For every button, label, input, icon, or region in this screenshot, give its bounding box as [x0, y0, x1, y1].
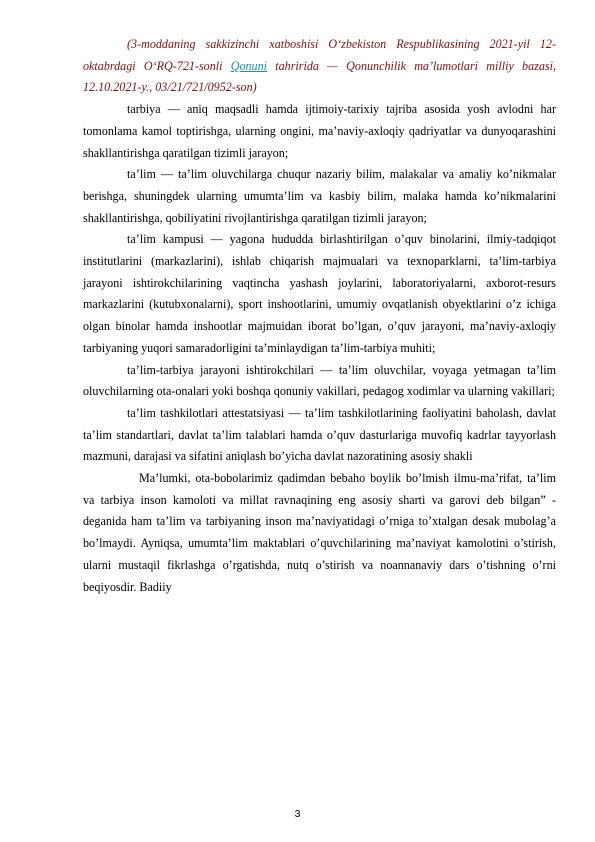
amendment-note-text: (3-moddaning sakkizinchi xatboshisi O‘zbekiston Respublikasining 2021-yil 12-oktabrdagi O‘RQ-721-sonli: [83, 37, 556, 73]
definition-tarbiya: tarbiya — aniq maqsadli hamda ijtimoiy-tarixiy tajriba asosida yosh avlodni har tomonlama kamol toptirishga, ularning ongini, ma’naviy-axloqiy qadriyatlar va dunyoqarashini shakllantirishga qaratilgan tizimli jarayon;: [83, 102, 556, 160]
amendment-note-source: tahririda — Qonunchilik ma’lumotlari milliy bazasi, 12.10.2021-y., 03/21/721/0952-son): [83, 58, 556, 95]
definition-talim-kampusi: ta’lim kampusi — yagona hududda birlashtirilgan o’quv binolarini, ilmiy-tadqiqot institutlarini (markazlarini), ishlab chiqarish majmualari va texnoparklarni, ta’lim-tarbiya jarayoni ishtirokchilarining vaqtincha yashash joylarini, laboratoriyalarni, axborot-resurs markazlarini (kutubxonalarni), sport inshootlarini, umumiy ovqatlanish obyektlarini o’z ichiga olgan binolar hamda inshootlar majmuidan iborat bo’lgan, o’quv jarayoni, ma’naviy-axloqiy tarbiyaning yuqori samaradorligini ta’minlaydigan ta’lim-tarbiya muhiti;: [83, 232, 556, 355]
law-link[interactable]: Qonuni: [230, 58, 267, 73]
page-number: 3: [294, 808, 301, 820]
document-page: [83, 34, 556, 598]
definition-talim: ta’lim — ta’lim oluvchilarga chuqur nazariy bilim, malakalar va amaliy ko’nikmalar berishga, shuningdek ularning umumta’lim va kasbiy bilim, malaka hamda ko’nikmalarini shakllantirishga, qobiliyatini rivojlantirishga qaratilgan tizimli jarayon;: [83, 167, 556, 225]
definition-attestatsiya: ta’lim tashkilotlari attestatsiyasi — ta’lim tashkilotlarining faoliyatini baholash, davlat ta’lim standartlari, davlat ta’lim talablari hamda o’quv dasturlariga muvofiq kadrlar tayyorlash mazmuni, darajasi va sifatini aniqlash bo’yicha davlat nazoratining asosiy shakli: [83, 405, 556, 464]
closing-paragraph: Ma’lumki, ota-bobolarimiz qadimdan bebaho boylik bo’lmish ilmu-ma’rifat, ta’lim va tarbiya inson kamoloti va millat ravnaqining eng asosiy sharti va garovi deb bilgan” - deganida ham ta’lim va tarbiyaning inson ma’naviyatidagi o’rniga to’xtalgan desak mubolag’a bo’lmaydi. Ayniqsa, umumta’lim maktablari o’quvchilarining ma’naviyat kamolotini o’stirish, ularni mustaqil fikrlashga o’rgatishda, nutq o’stirish va noannanaviy dars o’tishning o’rni beqiyosdir. Badiiy: [83, 471, 556, 594]
amendment-note: [83, 34, 556, 99]
definition-jarayon-ishtirokchilari: ta’lim-tarbiya jarayoni ishtirokchilari — ta’lim oluvchilar, voyaga yetmagan ta’lim oluvchilarning ota-onalari yoki boshqa qonuniy vakillari, pedagog xodimlar va ularning vakillari;: [83, 362, 556, 399]
